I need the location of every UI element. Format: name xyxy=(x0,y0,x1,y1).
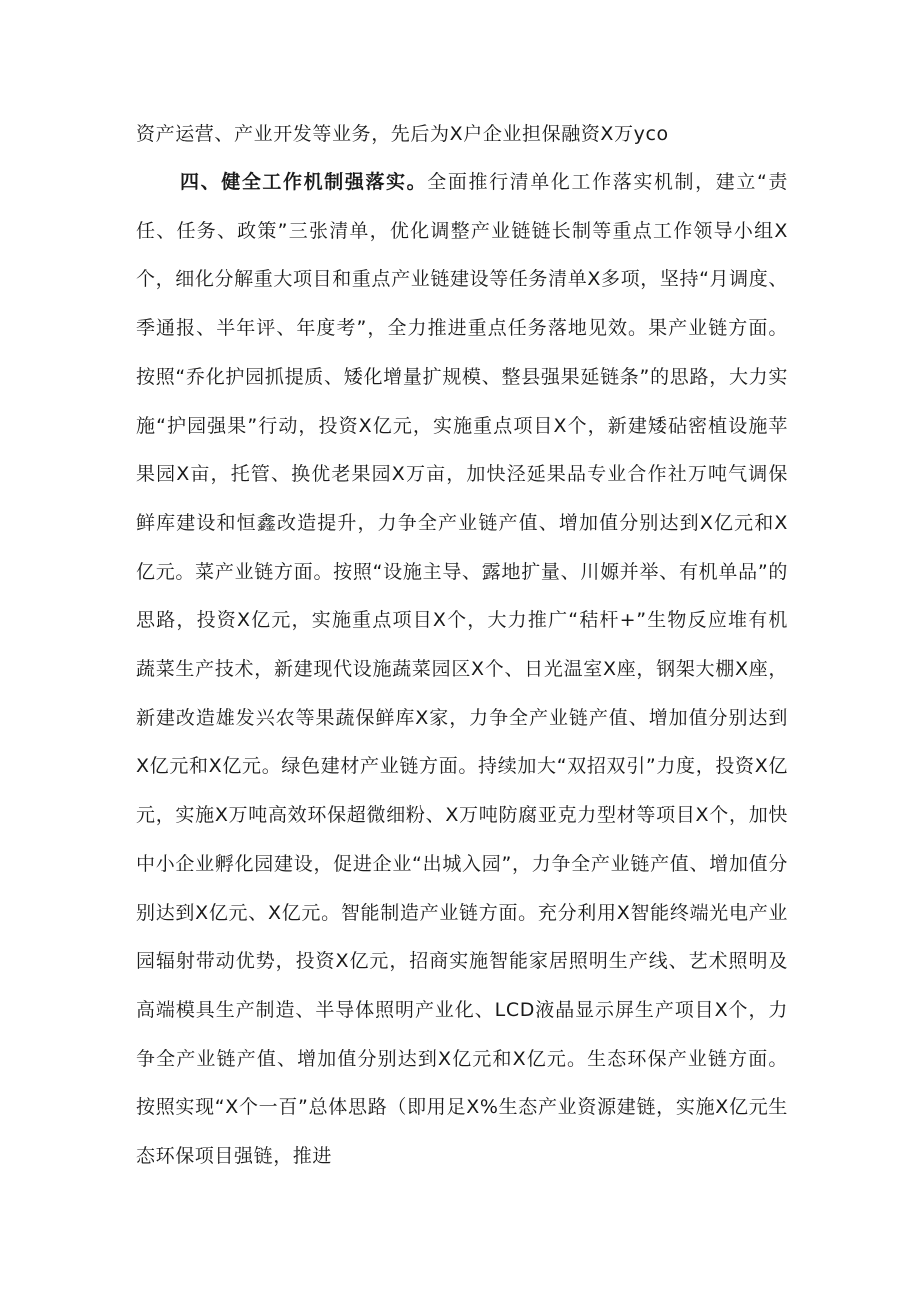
section-4-paragraph xyxy=(136,158,788,1181)
section-4-heading: 四、健全工作机制强落实。 xyxy=(180,171,428,193)
section-4-body: 全面推行清单化工作落实机制，建立“责任、任务、政策”三张清单，优化调整产业链链长制等重点工作领导小组X个，细化分解重大项目和重点产业链建设等任务清单X多项，坚持“月调度、季通报、半年评、年度考”，全力推进重点任务落地见效。果产业链方面。按照“乔化护园抓提质、矮化增量扩规模、整县强果延链条”的思路，大力实施“护园强果”行动，投资X亿元，实施重点项目X个，新建矮砧密植设施苹果园X亩，托管、换优老果园X万亩，加快泾延果品专业合作社万吨气调保鲜库建设和恒鑫改造提升，力争全产业链产值、增加值分别达到X亿元和X亿元。菜产业链方面。按照“设施主导、露地扩量、川嫄并举、有机单品”的思路，投资X亿元，实施重点项目X个，大力推广“秸杆+”生物反应堆有机蔬菜生产技术，新建现代设施蔬菜园区X个、日光温室X座，钢架大棚X座，新建改造雄发兴农等果蔬保鲜库X家，力争全产业链产值、增加值分别达到X亿元和X亿元。绿色建材产业链方面。持续加大“双招双引”力度，投资X亿元，实施X万吨高效环保超微细粉、X万吨防腐亚克力型材等项目X个，加快中小企业孵化园建设，促进企业“出城入园”，力争全产业链产值、增加值分别达到X亿元、X亿元。智能制造产业链方面。充分利用X智能终端光电产业园辐射带动优势，投资X亿元，招商实施智能家居照明生产线、艺术照明及高端模具生产制造、半导体照明产业化、LCD液晶显示屏生产项目X个，力争全产业链产值、增加值分别达到X亿元和X亿元。生态环保产业链方面。按照实现“X个一百”总体思路（即用足X%生态产业资源建链，实施X亿元生态环保项目强链，推进 xyxy=(136,171,788,1168)
carryover-paragraph-line: 资产运营、产业开发等业务，先后为X户企业担保融资X万yco xyxy=(136,123,669,145)
